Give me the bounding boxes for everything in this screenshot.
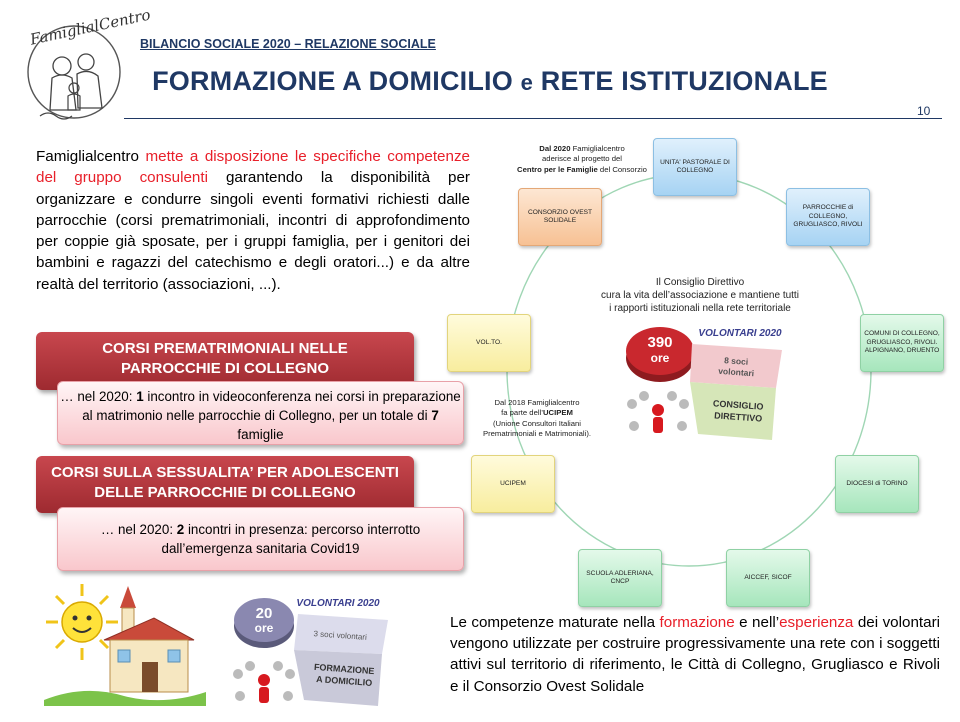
network-node-volto: VOL.TO. xyxy=(447,314,531,372)
closing-text: Le competenze maturate nella xyxy=(450,614,660,631)
caption-text: (Unione Consultori Italiani xyxy=(492,418,582,428)
title-connector: e xyxy=(520,70,534,95)
intro-text-1: Famiglialcentro xyxy=(36,148,146,165)
people-circle-icon xyxy=(627,391,689,433)
note-body: incontro in videoconferenza nei corsi in preparazione al matrimonio nelle parrocchie di Collegno, per un totale di xyxy=(82,389,461,423)
badge-hours-unit: ore xyxy=(254,621,274,635)
logo-lettering: FamiglialCentro xyxy=(28,5,153,49)
badge-hours-unit: ore xyxy=(650,351,670,365)
caption-text: fa parte dell’ xyxy=(501,408,543,418)
course-title-line2: DELLE PARROCCHIE DI COLLEGNO xyxy=(94,484,356,501)
network-node-aiccef: AICCEF, SICOF xyxy=(726,549,810,607)
note-body: incontri in presenza: percorso interrotto dall’emergenza sanitaria Covid19 xyxy=(161,522,421,556)
center-line2: cura la vita dell’associazione e mantiene tutti xyxy=(601,290,799,301)
center-line3: i rapporti istituzionali nella rete territoriale xyxy=(609,303,791,314)
title-part1: FORMAZIONE A DOMICILIO xyxy=(152,66,521,96)
network-node-consorzio: CONSORZIO OVEST SOLIDALE xyxy=(518,188,602,246)
note-families-count: 7 xyxy=(431,408,439,423)
caption-ucipem xyxy=(462,398,612,439)
closing-text: dei volontari vengono utilizzate per costruire progressivamente una rete con i soggetti attivi sul territorio di riferimento, le Città di Collegno, Grugliasco e Rivoli e il Consorzio Ovest Solidale xyxy=(450,614,940,695)
badge-line1: 3 soci volontari xyxy=(313,629,368,642)
note-suffix: famiglie xyxy=(237,427,284,442)
center-line1: Il Consiglio Direttivo xyxy=(655,277,745,288)
page-number: 10 xyxy=(917,104,931,118)
note-count: 2 xyxy=(176,522,185,537)
badge-hours: 20 xyxy=(255,605,273,622)
title-part2: RETE ISTITUZIONALE xyxy=(533,66,828,96)
badge-line2b: DIRETTIVO xyxy=(713,410,763,424)
course-banner-sessualita xyxy=(36,456,414,513)
badge-title: VOLONTARI 2020 xyxy=(296,598,380,609)
caption-text: Famiglialcentro xyxy=(570,144,625,153)
badge-line2a: CONSIGLIO xyxy=(712,398,764,412)
page-title xyxy=(140,66,840,97)
course-title-line1: CORSI PREMATRIMONIALI NELLE xyxy=(102,340,348,357)
header-divider xyxy=(124,118,942,119)
badge-hours: 390 xyxy=(647,334,673,351)
network-node-diocesi: DIOCESI di TORINO xyxy=(835,455,919,513)
network-node-comuni: COMUNI DI COLLEGNO, GRUGLIASCO, RIVOLI. ALPIGNANO, DRUENTO xyxy=(860,314,944,372)
caption-ucipem-name: UCIPEM xyxy=(542,408,573,418)
course-note-prematrimoniali xyxy=(57,381,464,445)
note-count: 1 xyxy=(136,389,144,404)
badge-line2b: A DOMICILIO xyxy=(315,674,373,688)
badge-line1b: volontari xyxy=(717,365,755,379)
famiglialcentro-logo xyxy=(22,5,153,122)
caption-project: Centro per le Famiglie xyxy=(517,164,598,174)
volunteer-badge-formazione xyxy=(228,592,398,722)
church-spire xyxy=(120,586,136,608)
consiglio-direttivo-caption xyxy=(570,276,830,315)
caption-text: aderisce al progetto del xyxy=(542,154,622,164)
caption-text: Prematrimoniali e Matrimoniali). xyxy=(482,428,592,438)
intro-text-highlight: mette a disposizione le specifiche competenze del gruppo consulenti xyxy=(36,148,470,187)
badge-line1a: 8 soci xyxy=(723,355,749,367)
network-node-ucipem: UCIPEM xyxy=(471,455,555,513)
intro-text-2: garantendo la disponibilità per organizzare e condurre singoli eventi formativi richiesti dalle parrocchie (corsi prematrimoniali, incontri di approfondimento per coppie già sposate, per i gruppi famiglia, per i genitori dei bambini e ragazzi del catechismo e degli oratori...) e da altre realtà del territorio (associazioni, ...). xyxy=(36,169,470,293)
intro-paragraph xyxy=(36,146,470,295)
caption-year: Dal 2020 xyxy=(539,144,571,153)
course-note-sessualita xyxy=(57,507,464,571)
caption-text: del Consorzio xyxy=(597,164,647,174)
sun-church-illustration xyxy=(44,578,206,706)
network-node-parrocchie: PARROCCHIE di COLLEGNO, GRUGLIASCO, RIVOLI xyxy=(786,188,870,246)
closing-highlight: formazione xyxy=(659,614,735,631)
badge-line2a: FORMAZIONE xyxy=(313,661,375,677)
report-subtitle: BILANCIO SOCIALE 2020 – RELAZIONE SOCIALE xyxy=(140,37,436,51)
badge-title: VOLONTARI 2020 xyxy=(698,328,782,339)
network-node-scuola-adleriana: SCUOLA ADLERIANA, CNCP xyxy=(578,549,662,607)
people-circle-icon xyxy=(233,661,295,703)
caption-text: Dal 2018 Famiglialcentro xyxy=(494,398,580,407)
closing-paragraph xyxy=(450,612,940,697)
note-prefix: … nel 2020: xyxy=(60,389,137,404)
course-title-line2: PARROCCHIE DI COLLEGNO xyxy=(120,360,330,377)
closing-highlight: esperienza xyxy=(779,614,854,631)
sun-icon xyxy=(62,602,102,642)
closing-text: e nell’ xyxy=(734,614,780,631)
volunteer-badge-consiglio xyxy=(622,322,788,446)
caption-centro-famiglie xyxy=(492,144,672,175)
network-node-unita-pastorale: UNITA' PASTORALE DI COLLEGNO xyxy=(653,138,737,196)
course-title-line1: CORSI SULLA SESSUALITA’ PER ADOLESCENTI xyxy=(51,464,399,481)
note-prefix: … nel 2020: xyxy=(100,522,177,537)
